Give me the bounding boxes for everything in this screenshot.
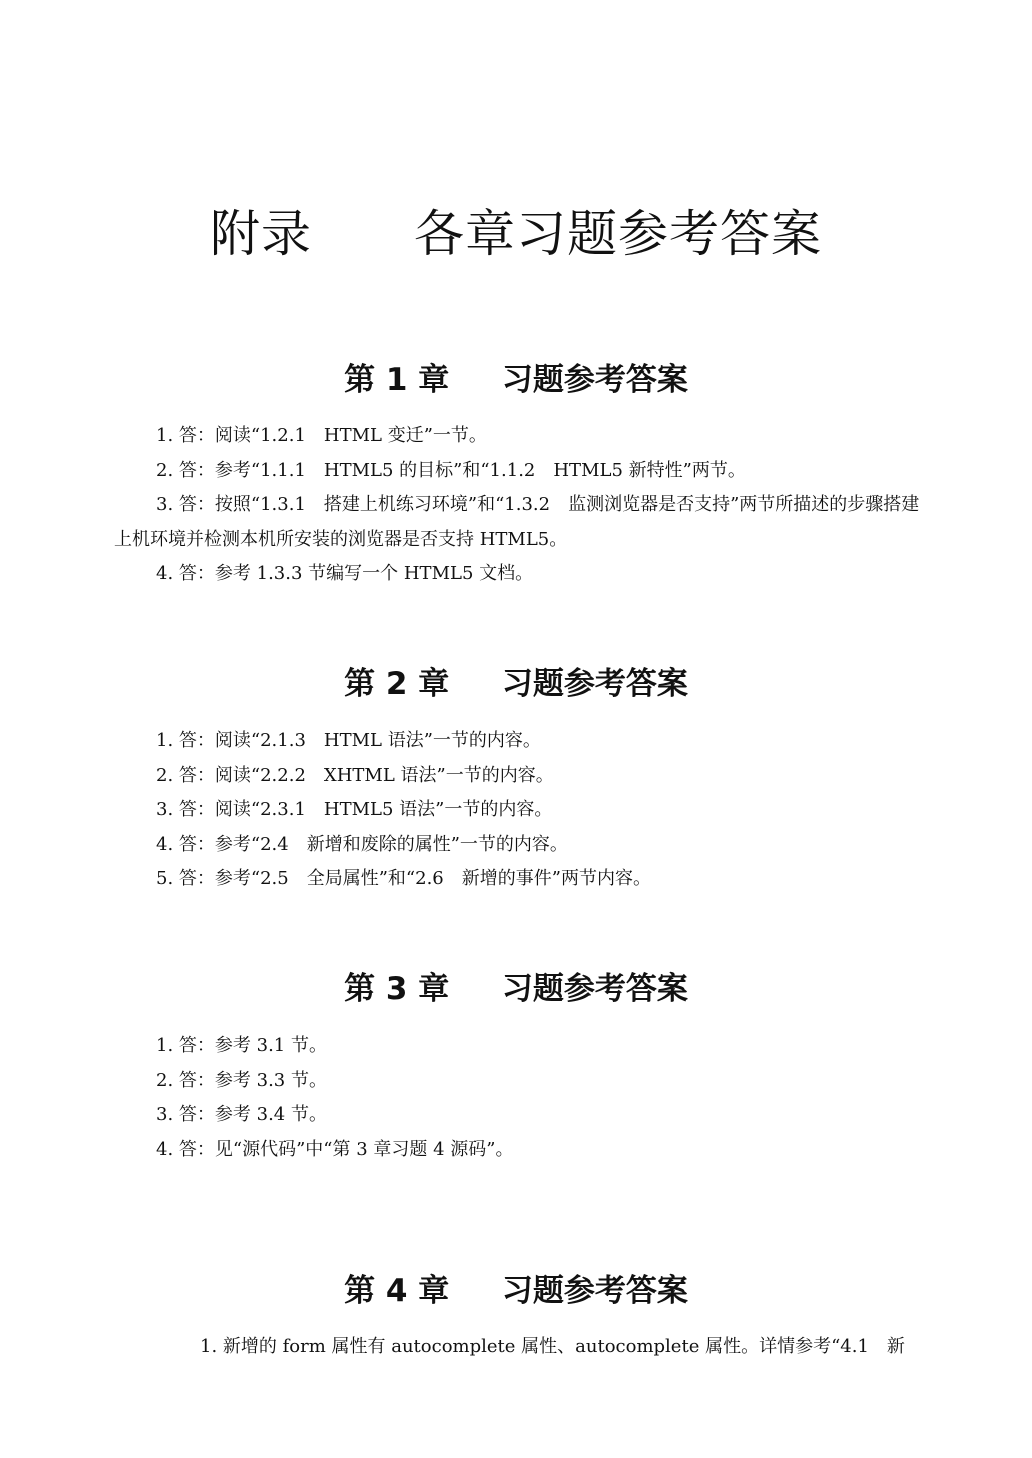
answer-item: 1. 答：参考 3.1 节。 xyxy=(156,1035,327,1056)
answer-item: 1. 答：阅读“2.1.3 HTML 语法”一节的内容。 xyxy=(156,730,541,751)
chapter-2-heading: 第 2 章 习题参考答案 xyxy=(344,665,688,702)
chapter-3-heading: 第 3 章 习题参考答案 xyxy=(344,970,688,1007)
answer-item: 4. 答：参考 1.3.3 节编写一个 HTML5 文档。 xyxy=(156,563,534,584)
answer-item: 3. 答：参考 3.4 节。 xyxy=(156,1104,327,1125)
answer-item: 4. 答：见“源代码”中“第 3 章习题 4 源码”。 xyxy=(156,1138,514,1160)
answer-item: 4. 答：参考“2.4 新增和废除的属性”一节的内容。 xyxy=(156,833,568,855)
answer-item: 2. 答：参考 3.3 节。 xyxy=(156,1069,327,1091)
answer-item: 3. 答：按照“1.3.1 搭建上机练习环境”和“1.3.2 监测浏览器是否支持”两节所描述的步骤搭建上机环境并检测本机所安装的浏览器是否支持 HTML5。 xyxy=(114,494,920,550)
answer-item: 1. 答：阅读“1.2.1 HTML 变迁”一节。 xyxy=(156,425,487,446)
chapter-1-answers xyxy=(114,419,924,592)
answer-item: 5. 答：参考“2.5 全局属性”和“2.6 新增的事件”两节内容。 xyxy=(156,868,651,889)
chapter-3-answers xyxy=(114,1029,924,1167)
chapter-2-answers xyxy=(114,724,924,897)
answer-item: 1. 新增的 form 属性有 autocomplete 属性、autocomplete 属性。详情参考“4.1 新 xyxy=(200,1336,905,1357)
chapter-4-heading: 第 4 章 习题参考答案 xyxy=(344,1272,688,1309)
chapter-1-heading: 第 1 章 习题参考答案 xyxy=(344,361,688,398)
answer-item: 2. 答：阅读“2.2.2 XHTML 语法”一节的内容。 xyxy=(156,764,554,786)
page-title: 附录 各章习题参考答案 xyxy=(210,204,822,263)
answer-item: 2. 答：参考“1.1.1 HTML5 的目标”和“1.1.2 HTML5 新特性”两节。 xyxy=(156,459,746,481)
chapter-4-answers xyxy=(114,1330,924,1365)
answer-item: 3. 答：阅读“2.3.1 HTML5 语法”一节的内容。 xyxy=(156,799,553,820)
